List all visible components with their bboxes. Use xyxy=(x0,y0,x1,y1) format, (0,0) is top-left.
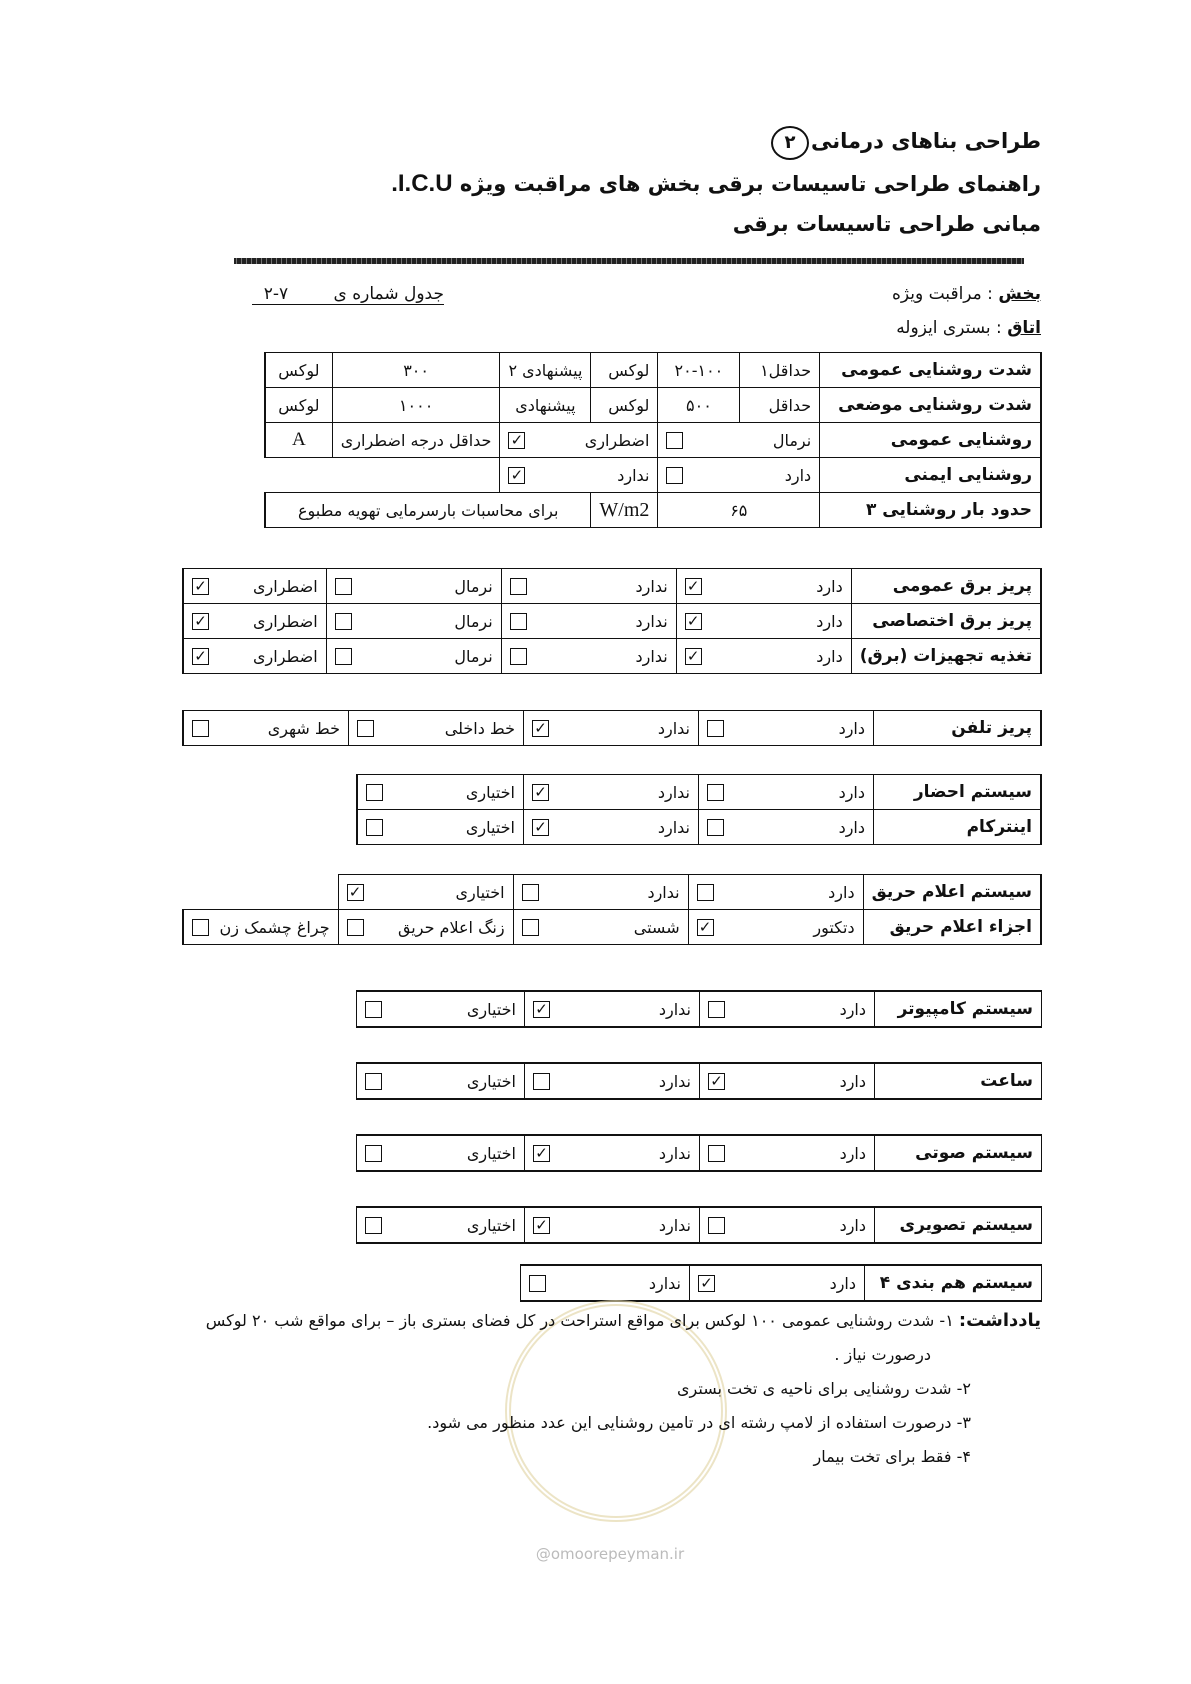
fire-system-row xyxy=(183,875,1041,910)
system-has-label: دارد xyxy=(839,1071,866,1091)
document-heading-2 xyxy=(391,170,1041,198)
phone-hasnot-checkbox[interactable]: ✓ xyxy=(532,720,549,737)
fire-hasnot-label: ندارد xyxy=(647,882,680,902)
power-table xyxy=(182,568,1042,674)
phone-internal-label: خط داخلی xyxy=(444,718,515,738)
power-normal-checkbox[interactable] xyxy=(335,578,352,595)
bonding-hasnot-checkbox[interactable] xyxy=(529,1275,546,1292)
system-hasnot-cell xyxy=(525,991,700,1027)
call-has-label: دارد xyxy=(838,817,865,837)
call-hasnot-cell xyxy=(524,810,699,845)
flasher-checkbox[interactable] xyxy=(192,919,209,936)
power-normal-cell xyxy=(326,639,501,674)
flasher-cell xyxy=(183,910,338,945)
volume-badge: ۲ xyxy=(771,126,809,160)
call-has-checkbox[interactable] xyxy=(707,784,724,801)
system-hasnot-checkbox[interactable]: ✓ xyxy=(533,1145,550,1162)
load-limit-unit: W/m2 xyxy=(591,493,658,528)
bell-checkbox[interactable] xyxy=(347,919,364,936)
system-hasnot-checkbox[interactable]: ✓ xyxy=(533,1217,550,1234)
fire-table xyxy=(182,874,1042,945)
power-hasnot-checkbox[interactable] xyxy=(510,613,527,630)
power-has-label: دارد xyxy=(816,576,843,596)
fire-has-cell xyxy=(688,875,863,910)
call-optional-cell xyxy=(357,775,524,810)
system-optional-checkbox[interactable] xyxy=(365,1001,382,1018)
power-has-checkbox[interactable]: ✓ xyxy=(685,613,702,630)
local-unit2: لوکس xyxy=(265,388,332,423)
general-sugg-value: ۳۰۰ xyxy=(332,353,500,388)
fire-hasnot-checkbox[interactable] xyxy=(522,884,539,901)
wash-checkbox[interactable] xyxy=(522,919,539,936)
power-hasnot-label: ندارد xyxy=(635,576,668,596)
call-row xyxy=(357,810,1041,845)
power-hasnot-cell xyxy=(501,604,676,639)
detector-label: دتکتور xyxy=(813,917,855,937)
general-intensity-label: شدت روشنایی عمومی xyxy=(820,353,1041,388)
system-hasnot-label: ندارد xyxy=(658,999,691,1019)
local-min-value: ۵۰۰ xyxy=(658,388,740,423)
document-heading-3: مبانی طراحی تاسیسات برقی xyxy=(732,212,1041,236)
flasher-label: چراغ چشمک زن xyxy=(219,917,330,937)
system-label: سیستم صوتی xyxy=(875,1135,1042,1171)
power-has-label: دارد xyxy=(816,646,843,666)
bell-label: زنگ اعلام حریق xyxy=(397,917,505,937)
power-has-cell xyxy=(676,639,851,674)
system-label: سیستم کامپیوتر xyxy=(875,991,1042,1027)
phone-has-label: دارد xyxy=(838,718,865,738)
call-hasnot-label: ندارد xyxy=(657,817,690,837)
general-min-label: حداقل۱ xyxy=(740,353,820,388)
room-line: اتاق : بستری ایزوله xyxy=(896,318,1041,338)
system-optional-cell xyxy=(357,1063,525,1099)
heading-1-text: طراحی بناهای درمانی xyxy=(811,129,1041,153)
system-optional-checkbox[interactable] xyxy=(365,1073,382,1090)
bonding-hasnot-cell xyxy=(521,1265,690,1301)
call-has-label: دارد xyxy=(838,782,865,802)
call-has-checkbox[interactable] xyxy=(707,819,724,836)
power-row-label: پریز برق اختصاصی xyxy=(851,604,1041,639)
note-1 xyxy=(161,1304,1041,1338)
system-has-label: دارد xyxy=(839,999,866,1019)
safety-has-cell xyxy=(658,458,820,493)
general-lighting-emergency-cell xyxy=(500,423,658,458)
note-1b: درصورت نیاز . xyxy=(834,1345,931,1364)
call-row xyxy=(357,775,1041,810)
phone-hasnot-label: ندارد xyxy=(657,718,690,738)
note-1-text: ۱- شدت روشنایی عمومی ۱۰۰ لوکس برای مواقع استراحت در کل فضای بستری باز – برای مواقع شب ۲۰ لوکس xyxy=(205,1311,954,1330)
power-emergency-cell xyxy=(183,604,326,639)
normal-option-label: نرمال xyxy=(772,430,812,450)
detector-checkbox[interactable]: ✓ xyxy=(697,919,714,936)
power-row xyxy=(183,639,1041,674)
min-emergency-value: A xyxy=(265,423,332,458)
call-hasnot-label: ندارد xyxy=(657,782,690,802)
document-heading-1 xyxy=(771,126,1041,160)
phone-internal-cell xyxy=(349,711,524,746)
call-has-cell xyxy=(699,810,874,845)
power-has-label: دارد xyxy=(816,611,843,631)
power-hasnot-cell xyxy=(501,569,676,604)
safety-hasnot-cell xyxy=(500,458,658,493)
power-emergency-label: اضطراری xyxy=(253,646,318,666)
phone-row xyxy=(183,711,1041,746)
power-row xyxy=(183,569,1041,604)
fire-hasnot-cell xyxy=(513,875,688,910)
note-4: ۴- فقط برای تخت بیمار xyxy=(813,1447,971,1466)
local-min-label: حداقل xyxy=(740,388,820,423)
system-hasnot-label: ندارد xyxy=(658,1215,691,1235)
safety-hasnot-checkbox[interactable]: ✓ xyxy=(508,467,525,484)
system-table xyxy=(356,1062,1042,1100)
system-row xyxy=(357,1063,1042,1099)
fire-empty-cell xyxy=(183,875,338,910)
system-has-cell xyxy=(700,1207,875,1243)
phone-table xyxy=(182,710,1042,746)
power-emergency-checkbox[interactable]: ✓ xyxy=(192,613,209,630)
room-value: بستری ایزوله xyxy=(896,318,991,338)
phone-has-cell xyxy=(699,711,874,746)
table-label: جدول شماره ی xyxy=(333,284,444,304)
load-limit-note: برای محاسبات بارسرمایی تهویه مطبوع xyxy=(265,493,591,528)
system-has-cell xyxy=(700,991,875,1027)
power-hasnot-label: ندارد xyxy=(635,646,668,666)
bonding-row xyxy=(521,1265,1042,1301)
bonding-has-checkbox[interactable]: ✓ xyxy=(698,1275,715,1292)
header-divider xyxy=(234,258,1024,264)
room-label: اتاق xyxy=(1007,318,1041,338)
power-normal-cell xyxy=(326,569,501,604)
fire-parts-row xyxy=(183,910,1041,945)
fire-has-label: دارد xyxy=(828,882,855,902)
fire-parts-label: اجزاء اعلام حریق xyxy=(863,910,1041,945)
system-hasnot-label: ندارد xyxy=(658,1143,691,1163)
system-table xyxy=(356,1134,1042,1172)
icu-code: I.C.U. xyxy=(391,170,453,197)
phone-city-checkbox[interactable] xyxy=(192,720,209,737)
call-hasnot-checkbox[interactable]: ✓ xyxy=(532,784,549,801)
load-limit-value: ۶۵ xyxy=(658,493,820,528)
section-line: بخش : مراقبت ویژه xyxy=(891,284,1041,304)
system-has-checkbox[interactable] xyxy=(708,1217,725,1234)
safety-hasnot-label: ندارد xyxy=(617,465,650,485)
fire-optional-checkbox[interactable]: ✓ xyxy=(347,884,364,901)
bell-cell xyxy=(338,910,513,945)
power-normal-label: نرمال xyxy=(454,646,493,666)
call-hasnot-checkbox[interactable]: ✓ xyxy=(532,819,549,836)
system-optional-cell xyxy=(357,1135,525,1171)
emergency-option-label: اضطراری xyxy=(584,430,650,450)
call-optional-checkbox[interactable] xyxy=(366,819,383,836)
load-limit-row xyxy=(265,493,1041,528)
general-min-value: ۲۰-۱۰۰ xyxy=(658,353,740,388)
power-has-checkbox[interactable]: ✓ xyxy=(685,648,702,665)
system-has-checkbox[interactable] xyxy=(708,1145,725,1162)
local-sugg-label: پیشنهادی xyxy=(500,388,591,423)
fire-system-label: سیستم اعلام حریق xyxy=(863,875,1041,910)
power-hasnot-checkbox[interactable] xyxy=(510,578,527,595)
min-emergency-label: حداقل درجه اضطراری xyxy=(332,423,500,458)
bonding-has-label: دارد xyxy=(829,1273,856,1293)
system-table xyxy=(356,1206,1042,1244)
fire-optional-cell xyxy=(338,875,513,910)
call-row-label: سیستم احضار xyxy=(874,775,1042,810)
system-row xyxy=(357,1207,1042,1243)
call-optional-label: اختیاری xyxy=(465,817,515,837)
load-limit-label: حدود بار روشنایی ۳ xyxy=(820,493,1041,528)
system-optional-cell xyxy=(357,1207,525,1243)
table-number: ۷-۲ xyxy=(263,284,289,304)
system-optional-checkbox[interactable] xyxy=(365,1217,382,1234)
power-has-cell xyxy=(676,569,851,604)
system-hasnot-cell xyxy=(525,1135,700,1171)
local-unit1: لوکس xyxy=(591,388,658,423)
phone-has-checkbox[interactable] xyxy=(707,720,724,737)
power-emergency-cell xyxy=(183,569,326,604)
local-intensity-row xyxy=(265,388,1041,423)
local-sugg-value: ۱۰۰۰ xyxy=(332,388,500,423)
power-row-label: پریز برق عمومی xyxy=(851,569,1041,604)
power-has-checkbox[interactable]: ✓ xyxy=(685,578,702,595)
notes-title: یادداشت: xyxy=(958,1310,1041,1331)
section-value: مراقبت ویژه xyxy=(891,284,982,304)
system-has-cell xyxy=(700,1063,875,1099)
system-has-label: دارد xyxy=(839,1143,866,1163)
fire-has-checkbox[interactable] xyxy=(697,884,714,901)
safety-has-label: دارد xyxy=(784,465,812,485)
safety-empty-cell xyxy=(265,458,500,493)
safety-lighting-label: روشنایی ایمنی xyxy=(820,458,1041,493)
power-emergency-checkbox[interactable]: ✓ xyxy=(192,578,209,595)
power-emergency-checkbox[interactable]: ✓ xyxy=(192,648,209,665)
general-lighting-normal-cell xyxy=(658,423,820,458)
system-hasnot-cell xyxy=(525,1207,700,1243)
system-optional-label: اختیاری xyxy=(466,1143,516,1163)
system-hasnot-label: ندارد xyxy=(658,1071,691,1091)
call-hasnot-cell xyxy=(524,775,699,810)
bonding-hasnot-label: ندارد xyxy=(648,1273,681,1293)
power-normal-label: نرمال xyxy=(454,611,493,631)
safety-has-checkbox[interactable] xyxy=(666,467,683,484)
general-sugg-label: پیشنهادی ۲ xyxy=(500,353,591,388)
power-emergency-label: اضطراری xyxy=(253,576,318,596)
watermark-text: @omoorepeyman.ir xyxy=(535,1545,685,1563)
general-unit2: لوکس xyxy=(265,353,332,388)
system-has-checkbox[interactable] xyxy=(708,1001,725,1018)
fire-optional-label: اختیاری xyxy=(455,882,505,902)
bonding-table xyxy=(520,1264,1042,1302)
call-table xyxy=(356,774,1042,845)
phone-hasnot-cell xyxy=(524,711,699,746)
system-has-cell xyxy=(700,1135,875,1171)
call-optional-cell xyxy=(357,810,524,845)
system-has-checkbox[interactable]: ✓ xyxy=(708,1073,725,1090)
local-intensity-label: شدت روشنایی موضعی xyxy=(820,388,1041,423)
system-row xyxy=(357,1135,1042,1171)
system-has-label: دارد xyxy=(839,1215,866,1235)
phone-internal-checkbox[interactable] xyxy=(357,720,374,737)
normal-checkbox[interactable] xyxy=(666,432,683,449)
bonding-has-cell xyxy=(690,1265,865,1301)
phone-label: پریز تلفن xyxy=(874,711,1042,746)
system-hasnot-cell xyxy=(525,1063,700,1099)
power-hasnot-label: ندارد xyxy=(635,611,668,631)
note-3: ۳- درصورت استفاده از لامپ رشته ای در تامین روشنایی این عدد منظور می شود. xyxy=(427,1413,971,1432)
general-lighting-row xyxy=(265,423,1041,458)
power-emergency-label: اضطراری xyxy=(253,611,318,631)
system-optional-checkbox[interactable] xyxy=(365,1145,382,1162)
call-row-label: اینترکام xyxy=(874,810,1042,845)
system-optional-label: اختیاری xyxy=(466,999,516,1019)
detector-cell xyxy=(688,910,863,945)
call-optional-checkbox[interactable] xyxy=(366,784,383,801)
system-table xyxy=(356,990,1042,1028)
phone-city-label: خط شهری xyxy=(267,718,340,738)
system-hasnot-checkbox[interactable] xyxy=(533,1073,550,1090)
power-row xyxy=(183,604,1041,639)
bonding-label: سیستم هم بندی ۴ xyxy=(865,1265,1042,1301)
table-number-line xyxy=(252,284,444,305)
notes-block xyxy=(161,1304,1041,1474)
safety-lighting-row xyxy=(265,458,1041,493)
call-has-cell xyxy=(699,775,874,810)
note-2: ۲- شدت روشنایی برای ناحیه ی تخت بستری xyxy=(677,1379,971,1398)
system-label: ساعت xyxy=(875,1063,1042,1099)
system-hasnot-checkbox[interactable]: ✓ xyxy=(533,1001,550,1018)
wash-cell xyxy=(513,910,688,945)
power-normal-checkbox[interactable] xyxy=(335,613,352,630)
general-intensity-row xyxy=(265,353,1041,388)
power-normal-cell xyxy=(326,604,501,639)
phone-city-cell xyxy=(183,711,349,746)
power-row-label: تغذیه تجهیزات (برق) xyxy=(851,639,1041,674)
general-lighting-label: روشنایی عمومی xyxy=(820,423,1041,458)
power-hasnot-checkbox[interactable] xyxy=(510,648,527,665)
system-optional-cell xyxy=(357,991,525,1027)
section-label: بخش xyxy=(998,284,1041,304)
power-emergency-cell xyxy=(183,639,326,674)
system-label: سیستم تصویری xyxy=(875,1207,1042,1243)
power-hasnot-cell xyxy=(501,639,676,674)
power-normal-label: نرمال xyxy=(454,576,493,596)
power-normal-checkbox[interactable] xyxy=(335,648,352,665)
power-has-cell xyxy=(676,604,851,639)
system-row xyxy=(357,991,1042,1027)
system-optional-label: اختیاری xyxy=(466,1071,516,1091)
heading-2-text: راهنمای طراحی تاسیسات برقی بخش های مراقبت ویژه xyxy=(459,172,1041,196)
emergency-checkbox[interactable]: ✓ xyxy=(508,432,525,449)
call-optional-label: اختیاری xyxy=(465,782,515,802)
lighting-table xyxy=(264,352,1042,528)
wash-label: شستی xyxy=(633,917,680,937)
system-optional-label: اختیاری xyxy=(466,1215,516,1235)
general-unit1: لوکس xyxy=(591,353,658,388)
